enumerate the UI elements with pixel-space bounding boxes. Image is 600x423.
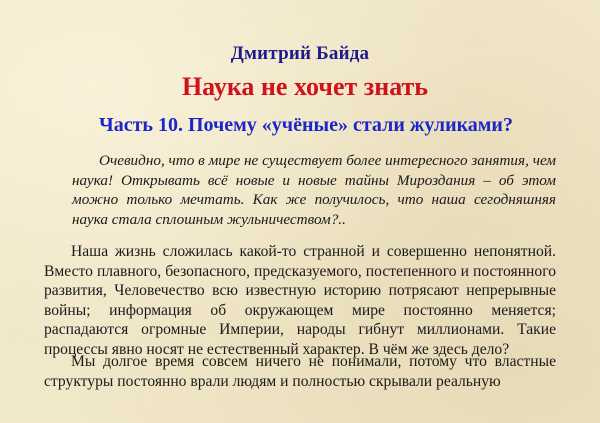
body-paragraph-1: Наша жизнь сложилась какой-то странной и совершенно непонятной. Вместо плавного, безопасного, предсказуемого, постепенного и постоянного развития, Человечество всю известную историю потрясают непрерывные войны; информация об окружающем мире постоянно меняется; распадаются огромные Империи, народы гибнут миллионами. Такие процессы явно носят не естественный характер. В чём же здесь дело? (44, 243, 556, 358)
body-paragraph-2: Мы долгое время совсем ничего не понимали, потому что властные структуры постоянно врали людям и полностью скрывали реальную (44, 353, 556, 390)
article-title: Наука не хочет знать (181, 72, 429, 101)
epigraph-paragraph: Очевидно, что в мире не существует более интересного занятия, чем наука! Открывать всё новые и новые тайны Мироздания – об этом можно только мечтать. Как же получилось, что наша сегодняшняя наука стала сплошным жульничеством?.. (72, 152, 556, 228)
article-subtitle: Часть 10. Почему «учёные» стали жуликами? (99, 114, 513, 136)
author-name: Дмитрий Байда (230, 43, 370, 64)
